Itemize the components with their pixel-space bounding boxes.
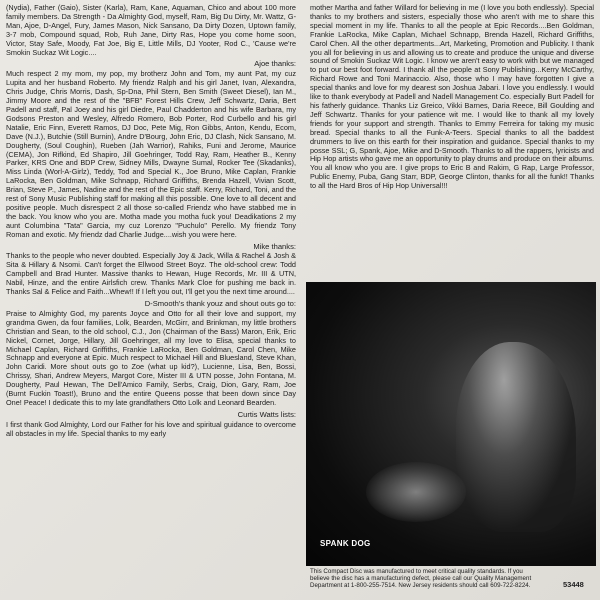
right-column: [310, 4, 594, 193]
section-heading: D-Smooth's thank youz and shout outs go to:: [144, 299, 296, 308]
photo-caption: SPANK DOG: [320, 539, 371, 548]
body-paragraph: Thanks to the people who never doubted. Especially Joy & Jack, Willa & Rachel & Josh & Sita & Hillary & Nsomi. Can't forget the Ellwood Street Boyz. The old-school crew: Todd Campbell and Brad Hunter. Massive thanks to Hewan, Huge Records, Mr. III & UTN, Nabil, Hinze, and the entire Airlsfich crew. Thanks Mark Cloe for pushing me back in. Thanks Sal & Felice and Faith...Whew!! If I left you out, I'll get you the next time around....: [6, 251, 296, 297]
body-paragraph: I first thank God Almighty, Lord our Father for his love and spiritual guidance to overcome all obstacles in my life. Special thanks to my early: [6, 419, 296, 438]
body-paragraph: Praise to Almighty God, my parents Joyce and Otto for all their love and support, my grandma Gwen, da four families, Lolk, Bearden, McGirr, and Brinkman, my little brothers Christian and Sean, to the old school, C.J., Jon (Chairman of the Bass) Maron, Erik, Eric Nickel, Cornet, Jorge, Hillary, Jill Goehringer, all my love to Elisa, special thanks to Michael Caplan, Richard Griffiths, Frankie LaRocka, Ben Goldman, Carol Chen, Mike Schnapp and everyone at Epic. Much respect to Michael Hill and Bluesland, Steve Khan, John Caridi. More shout outs go to Zoe (what up kid?), Lucienne, Lisa, Ben, Bossi, Chrissy, Shari, Andrew Meyers, Margot Core, Mister III & UTN posse, John Fontana, M. Dougherty, Paul Hewan, The Dell'Amico Family, Serbs, Craig, Dion, Gary, Ram, Joe (Burnt Fuckin Toast!), Bruno and the entire Queens posse that been down since Day One! Peace! I dedicate this to my late grandfathers Otto Lolk and Leonard Bearden.: [6, 308, 296, 407]
body-paragraph: mother Martha and father Willard for believing in me (I love you both endlessly). Special thanks to my brothers and sisters, especially those who aren't with me to share this special moment in my life. Thanks to all the people at Epic Records....Ben Goldman, Frankie LaRocka, Mike Caplan, Michael Schnapp, Brenda Hazell, Richard Griffiths, Carol Chen. All the other departments...Art, Marketing, Promotion and Publicity. I thank you all for believing in us and allowing us to create and produce the unique and diverse sound of Smokin Suckaz Wit Logic. I know we aren't easy to work with but we managed to put our best foot forward. I thank all the people at Sony Publishing...Kerry McCarthy, Richard Rowe and Toni Marinaccio. Also, those who I may have forgotten I give a special thanks and love for my dearest son Joshua Jabari. I love you endlessly. I would like to thank everybody at Padell and Nadell Management Co. especially Burt Padell for his fatherly guidance. Thanks Liz Greico, Vikki Barnes, Daria Reece, Bill Goulding and Jeff Schwartz. Thanks for your patience wit me. I would like to thank all my lovely friends for your support and strength. Thanks to Emmy Ferreira for taking my music bread. Special thanks to all the Funk-A-Teers. Special thanks to all the baddest drummers to live on this earth for their inspiration and guidance. Special thanks to my posse SSL; G, Spank, Ajoe, Mike and D-Smooth. Thanks to all the rappers, lyricists and Hip Hop artists who gave me an opportunity to play drums and produce on their albums. You all know who you are. I give props to Eric B and Rakim, G Rap, Large Professor, Public Enemy, Puba, Gang Starr, BDP, George Clinton, thanks for all the funk!! Thanks to all the Hard Bros of Hip Hop Universal!!!: [310, 3, 594, 191]
photo-figure: [456, 342, 576, 532]
band-photo: [306, 282, 596, 566]
body-paragraph: (Nydia), Father (Gaio), Sister (Karla), Ram, Kane, Aquaman, Chico and about 100 more family members. Da Strength - Da Almighty God, myself, Ram, Big Du Dirty, Mr. Wattz, G-Man, Ajoe, D-Angel, Fury, James Mason, Nick Sansano, Da Dirty Dozen, Uptown family, 3-7 mob, Compound squad, Rob, Ruh Jane, Dirty Ras, Hope you come home soon, Victor, Stay Safe, Moody, Fat Joe, Big E, Little Mills, DJ Yooter, Rod C., 'Cause we're Smokin Suckaz Wit Logic....: [6, 3, 296, 57]
section-heading: Curtis Watts lists:: [237, 409, 296, 419]
photo-highlight: [366, 462, 466, 522]
left-column: [6, 4, 296, 441]
quality-disclaimer: This Compact Disc was manufactured to meet critical quality standards. If you believe the disc has a manufacturing defect, please call our Quality Management Department at 1-800-255-7514. New Jersey residents should call 609-722-8224.: [310, 568, 532, 590]
section-heading: Mike thanks:: [253, 241, 296, 251]
section-heading: Ajoe thanks:: [254, 59, 296, 69]
catalog-number: 53448: [563, 580, 584, 589]
body-paragraph: Much respect 2 my mom, my pop, my brotherz John and Tom, my aunt Pat, my cuz Lupita and her husband Roberto. My friendz Ralph and his girl Janet, Ivan, Alexandra, Chris Judge, Chris Morris, Dash, Sp-Dna, Phil Stern, Ben Smith (Sweet Diesel), Ian M., Jimmy Moore and the rest of the "BFB" Forest Hills Crew, Jeff Schwartz, Daria, Bert Padell and staff, Pal Joey and his girl Diedre, Paul Chadderton and his wife Barbara, my Godsons Preston and Wesley, Alfredo Romero, Bob Porter, Rod Curbello and his girl Natalie, Eric Finn, Everett Ramos, DJ Doc, Pete Mig, Ron Gibbs, Anton, Kendu, Ecom, Dave (N.J.), Butchie (Still Burnin), Andre D'Bourg, John Eric, DJ Clash, Nick Sansano, M. Dougherty, (Soul Coughin), Rueben (Jah Warrior), Rahiks, Funi and Jerome, Maurice (CEMA), Jon Rifkind, Ed Shapiro, Jill Goehringer, Todd Ray, Ram, Heather B., Kenny Parker, KRS One and BDP Crew, Sidney Mills, Dwayne Sumal, Rocker Tee (Skadanks), Miss Linda (Worl-A-Girlz), Teddy, Tod and Special K., Joe Bruno, Mike Caplan, Frankie LaRocka, Ben Goldman, Mike Schnapp, Richard Griffiths, Brenda Hazell, Vivian Scott, Brian, Steve P., James, Nadine and the rest of the Epic staff. Kerry, Richard, Toni, and the rest of Sony Music Publishing staff for making all this possible. One love to all decent and positive people. Much disrespect 2 all those so-called Friendz who have stabbed me in the back. You know who you are. Motha made you motha fuck you! Deadikations 2 my aunt Columbina "Tata" Garcia, my cuz Lorenzo "Puchulo" Perello. My friendz Tony Roman and exotic. My friendz dad Charlie Judge....wish you were here.: [6, 69, 296, 239]
